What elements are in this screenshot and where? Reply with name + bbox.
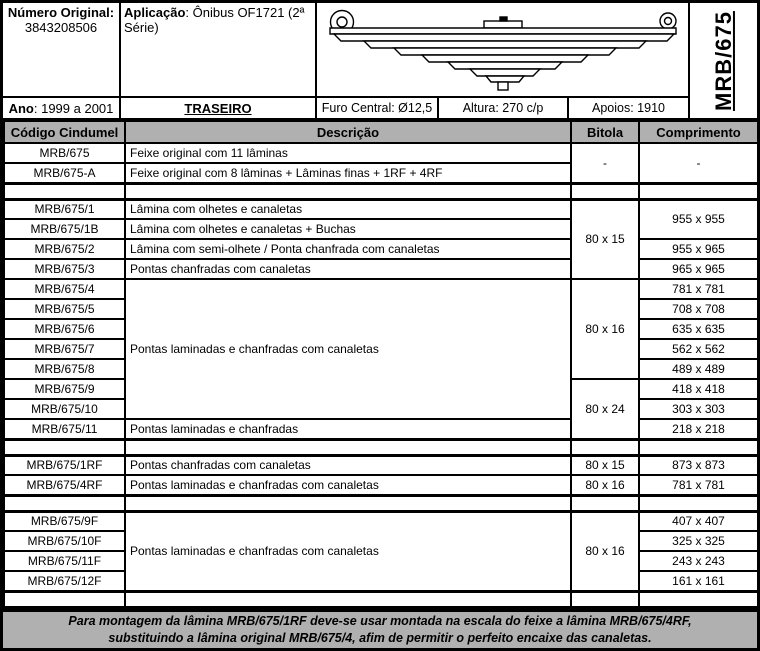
- table-row: [4, 259, 758, 279]
- comprimento-cell: 781 x 781: [639, 279, 758, 299]
- codigo-cell: MRB/675/9F: [4, 511, 125, 531]
- table-row: [4, 455, 758, 475]
- year-label: Ano: [8, 100, 34, 116]
- codigo-cell: MRB/675/10: [4, 399, 125, 419]
- table-row: [4, 239, 758, 259]
- separator-row: [4, 591, 758, 607]
- descricao-cell: Lâmina com olhetes e canaletas + Buchas: [125, 219, 571, 239]
- comprimento-cell: 955 x 955: [639, 199, 758, 239]
- comprimento-cell: 708 x 708: [639, 299, 758, 319]
- codigo-cell: MRB/675/8: [4, 359, 125, 379]
- codigo-cell: MRB/675/4RF: [4, 475, 125, 495]
- codigo-cell: MRB/675/6: [4, 319, 125, 339]
- table-row: [4, 143, 758, 163]
- descricao-cell: Pontas laminadas e chanfradas com canaletas: [125, 511, 571, 591]
- comprimento-cell: 161 x 161: [639, 571, 758, 591]
- assembly-note: Para montagem da lâmina MRB/675/1RF deve-se usar montada na escala do feixe a lâmina MRB/675/4RF, substituindo a lâmina original MRB/675/4, afim de permitir o perfeito encaixe das canaletas.: [68, 613, 692, 645]
- comprimento-cell: 781 x 781: [639, 475, 758, 495]
- codigo-cell: MRB/675/12F: [4, 571, 125, 591]
- descricao-cell: Lâmina com semi-olhete / Ponta chanfrada com canaletas: [125, 239, 571, 259]
- descricao-cell: Pontas chanfradas com canaletas: [125, 259, 571, 279]
- model-code-vertical-label: MRB/675: [710, 10, 736, 111]
- separator-row: [4, 495, 758, 511]
- bitola-cell: 80 x 15: [571, 199, 639, 279]
- parts-table-body: [4, 143, 758, 607]
- bitola-cell: [571, 495, 639, 511]
- application-label: Aplicação: [124, 5, 186, 20]
- descricao-cell: [125, 495, 571, 511]
- year-cell: [3, 98, 121, 118]
- descricao-cell: Pontas laminadas e chanfradas: [125, 419, 571, 439]
- codigo-cell: MRB/675/3: [4, 259, 125, 279]
- codigo-cell: MRB/675/1: [4, 199, 125, 219]
- comprimento-cell: [639, 495, 758, 511]
- comprimento-cell: 489 x 489: [639, 359, 758, 379]
- bitola-cell: -: [571, 143, 639, 183]
- comprimento-cell: 325 x 325: [639, 531, 758, 551]
- bitola-cell: 80 x 15: [571, 455, 639, 475]
- codigo-cell: MRB/675/11F: [4, 551, 125, 571]
- bitola-cell: 80 x 16: [571, 279, 639, 379]
- model-code-sidebar: [690, 3, 757, 118]
- codigo-cell: MRB/675/9: [4, 379, 125, 399]
- comprimento-cell: 218 x 218: [639, 419, 758, 439]
- codigo-cell: MRB/675: [4, 143, 125, 163]
- comprimento-cell: [639, 183, 758, 199]
- comprimento-cell: 562 x 562: [639, 339, 758, 359]
- comprimento-cell: 965 x 965: [639, 259, 758, 279]
- year-value: : 1999 a 2001: [33, 100, 114, 116]
- descricao-cell: [125, 591, 571, 607]
- comprimento-cell: 243 x 243: [639, 551, 758, 571]
- codigo-cell: MRB/675/5: [4, 299, 125, 319]
- comprimento-cell: 955 x 965: [639, 239, 758, 259]
- header-info-section: [3, 3, 757, 120]
- descricao-cell: Feixe original com 8 lâminas + Lâminas finas + 1RF + 4RF: [125, 163, 571, 183]
- comprimento-cell: 635 x 635: [639, 319, 758, 339]
- position-value: TRASEIRO: [184, 100, 252, 116]
- center-hole-spec: Furo Central: Ø12,5: [317, 98, 439, 118]
- separator-row: [4, 183, 758, 199]
- descricao-cell: [125, 183, 571, 199]
- codigo-cell: [4, 495, 125, 511]
- parts-table: [3, 120, 759, 609]
- codigo-cell: [4, 183, 125, 199]
- descricao-cell: Pontas laminadas e chanfradas com canaletas: [125, 279, 571, 419]
- codigo-cell: [4, 439, 125, 455]
- comprimento-cell: [639, 439, 758, 455]
- table-row: [4, 475, 758, 495]
- descricao-cell: Lâmina com olhetes e canaletas: [125, 199, 571, 219]
- application-value: : Ônibus OF1721 (2ª Série): [124, 5, 305, 35]
- comprimento-cell: 407 x 407: [639, 511, 758, 531]
- column-header-comprimento: Comprimento: [639, 121, 758, 143]
- leaf-spring-diagram: [317, 3, 690, 98]
- descricao-cell: Pontas laminadas e chanfradas com canaletas: [125, 475, 571, 495]
- codigo-cell: [4, 591, 125, 607]
- column-header-bitola: Bitola: [571, 121, 639, 143]
- bitola-cell: 80 x 16: [571, 511, 639, 591]
- bitola-cell: [571, 591, 639, 607]
- application-cell: [121, 3, 317, 98]
- comprimento-cell: 418 x 418: [639, 379, 758, 399]
- codigo-cell: MRB/675-A: [4, 163, 125, 183]
- bitola-cell: [571, 183, 639, 199]
- descricao-cell: Pontas chanfradas com canaletas: [125, 455, 571, 475]
- codigo-cell: MRB/675/2: [4, 239, 125, 259]
- separator-row: [4, 439, 758, 455]
- spec-strip: [317, 98, 690, 118]
- footer-note-bar: [3, 609, 757, 649]
- supports-spec: Apoios: 1910: [592, 101, 665, 115]
- codigo-cell: MRB/675/10F: [4, 531, 125, 551]
- codigo-cell: MRB/675/7: [4, 339, 125, 359]
- position-cell: [121, 98, 317, 118]
- height-spec: Altura: 270 c/p: [439, 98, 569, 118]
- table-row: [4, 199, 758, 219]
- table-row: [4, 511, 758, 531]
- original-number-cell: [3, 3, 121, 98]
- comprimento-cell: 303 x 303: [639, 399, 758, 419]
- codigo-cell: MRB/675/4: [4, 279, 125, 299]
- comprimento-cell: -: [639, 143, 758, 183]
- table-row: [4, 279, 758, 299]
- codigo-cell: MRB/675/1RF: [4, 455, 125, 475]
- original-number-value: 3843208506: [24, 20, 98, 35]
- table-row: [4, 419, 758, 439]
- bitola-cell: [571, 439, 639, 455]
- table-header-row: [4, 121, 758, 143]
- original-number-label: Número Original:: [7, 5, 115, 20]
- codigo-cell: MRB/675/1B: [4, 219, 125, 239]
- bitola-cell: 80 x 24: [571, 379, 639, 439]
- comprimento-cell: [639, 591, 758, 607]
- leaf-spring-drawing: [318, 4, 687, 95]
- codigo-cell: MRB/675/11: [4, 419, 125, 439]
- descricao-cell: Feixe original com 11 lâminas: [125, 143, 571, 163]
- descricao-cell: [125, 439, 571, 455]
- bitola-cell: 80 x 16: [571, 475, 639, 495]
- column-header-descricao: Descrição: [125, 121, 571, 143]
- comprimento-cell: 873 x 873: [639, 455, 758, 475]
- column-header-codigo: Código Cindumel: [4, 121, 125, 143]
